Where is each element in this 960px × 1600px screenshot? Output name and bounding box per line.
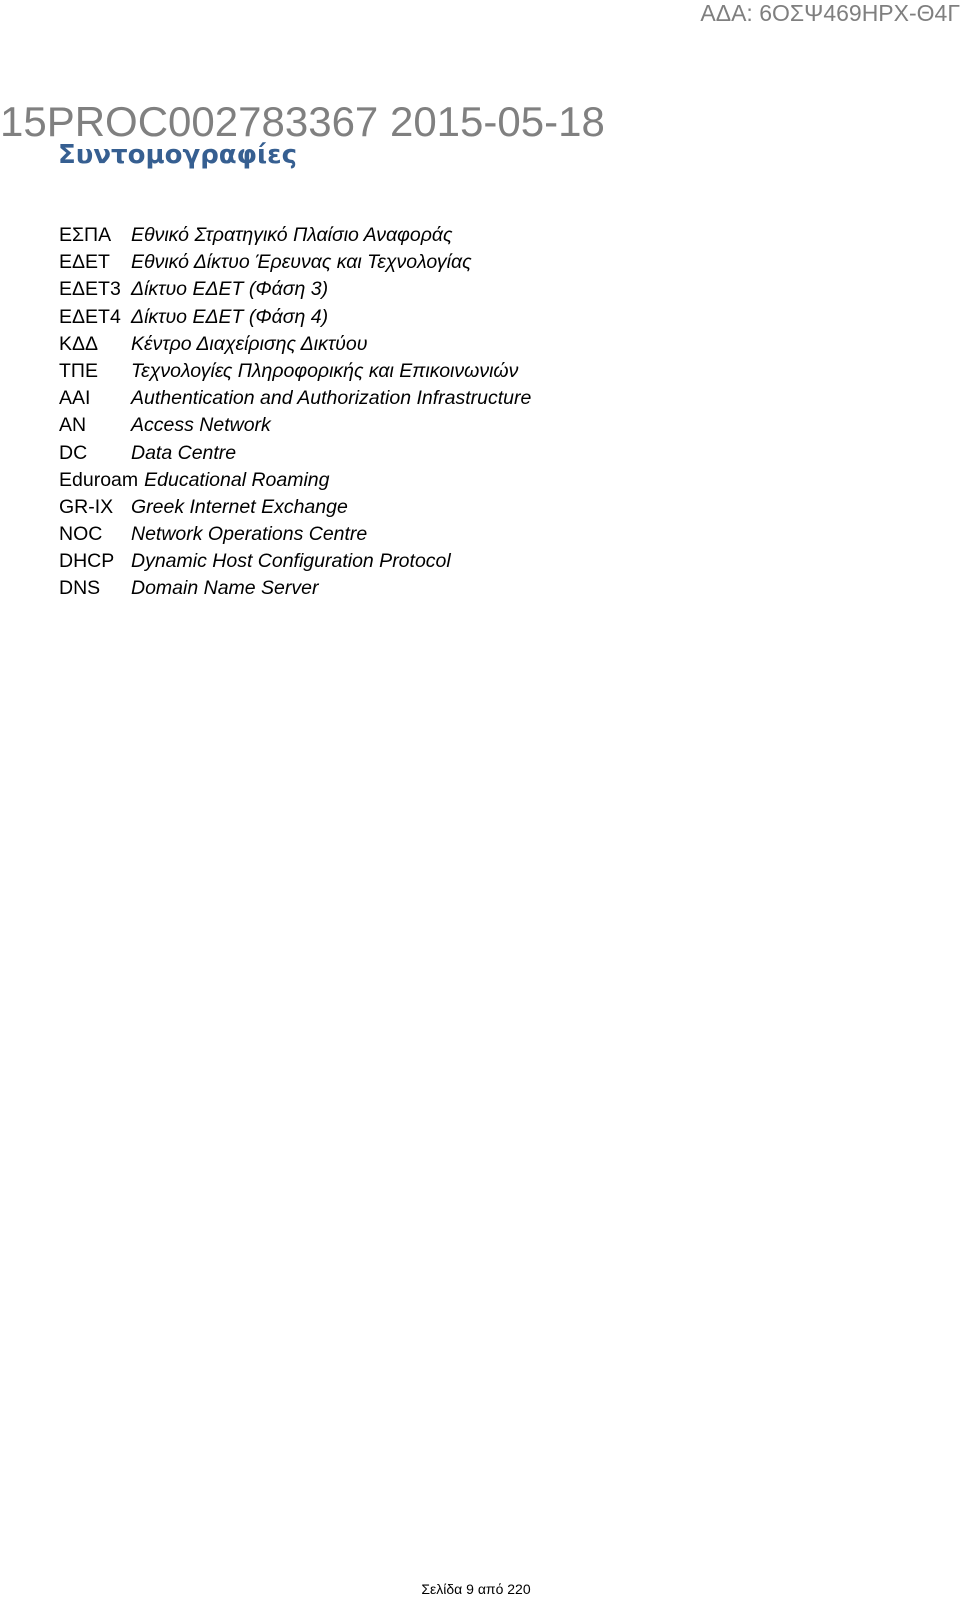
abbreviation-term: ΕΔΕΤ xyxy=(59,251,110,274)
abbreviation-row xyxy=(59,521,531,548)
abbreviation-definition: Greek Internet Exchange xyxy=(131,495,348,518)
abbreviation-definition: Educational Roaming xyxy=(144,468,330,491)
abbreviation-term: DC xyxy=(59,441,88,464)
abbreviation-term: GR-IX xyxy=(59,495,114,518)
abbreviation-term: Eduroam xyxy=(59,468,139,491)
abbreviation-row xyxy=(59,440,531,467)
abbreviation-definition: Access Network xyxy=(131,414,271,437)
abbreviation-term: ΤΠΕ xyxy=(59,359,98,382)
abbreviation-term: ΕΣΠΑ xyxy=(59,224,112,246)
abbreviation-definition: Authentication and Authorization Infrastructure xyxy=(131,387,532,410)
abbreviation-row xyxy=(59,276,531,303)
abbreviation-term: ΕΔΕΤ4 xyxy=(59,305,121,328)
abbreviation-row xyxy=(59,467,531,494)
abbreviation-definition: Domain Name Server xyxy=(131,577,319,600)
abbreviation-definition: Κέντρο Διαχείρισης Δικτύου xyxy=(131,332,368,355)
abbreviation-row xyxy=(59,548,531,575)
abbreviation-row xyxy=(59,222,531,249)
abbreviation-row xyxy=(59,249,531,276)
abbreviation-definition: Τεχνολογίες Πληροφορικής και Επικοινωνιών xyxy=(131,359,519,382)
abbreviation-term: DNS xyxy=(59,577,101,600)
abbreviation-term: ΚΔΔ xyxy=(59,332,99,355)
abbreviation-row xyxy=(59,331,531,358)
abbreviation-definition: Dynamic Host Configuration Protocol xyxy=(131,550,451,573)
abbreviation-row xyxy=(59,358,531,385)
abbreviation-term: AN xyxy=(59,414,87,437)
ada-identifier: ΑΔΑ: 6ΟΣΨ469ΗΡΧ-Θ4Γ xyxy=(700,0,960,26)
abbreviation-row xyxy=(59,494,531,521)
abbreviation-row xyxy=(59,304,531,331)
abbreviation-definition: Network Operations Centre xyxy=(131,523,368,546)
abbreviation-term: DHCP xyxy=(59,550,115,573)
abbreviation-row xyxy=(59,385,531,412)
abbreviation-definition: Δίκτυο ΕΔΕΤ (Φάση 4) xyxy=(131,305,329,328)
abbreviation-definition: Δίκτυο ΕΔΕΤ (Φάση 3) xyxy=(131,278,329,301)
abbreviation-definition: Data Centre xyxy=(131,441,237,464)
abbreviation-definition: Εθνικό Στρατηγικό Πλαίσιο Αναφοράς xyxy=(131,224,453,246)
abbreviation-term: ΕΔΕΤ3 xyxy=(59,278,121,301)
document-id-stamp: 15PROC002783367 2015-05-18 xyxy=(0,98,605,145)
abbreviation-definition: Εθνικό Δίκτυο Έρευνας και Τεχνολογίας xyxy=(131,251,472,274)
section-title: Συντομογραφίες xyxy=(58,140,298,170)
abbreviation-term: AAI xyxy=(59,387,91,410)
page-number-footer: Σελίδα 9 από 220 xyxy=(421,1581,531,1597)
abbreviation-row xyxy=(59,575,531,602)
abbreviations-list xyxy=(59,222,531,603)
abbreviation-row xyxy=(59,412,531,439)
abbreviation-term: NOC xyxy=(59,523,103,546)
